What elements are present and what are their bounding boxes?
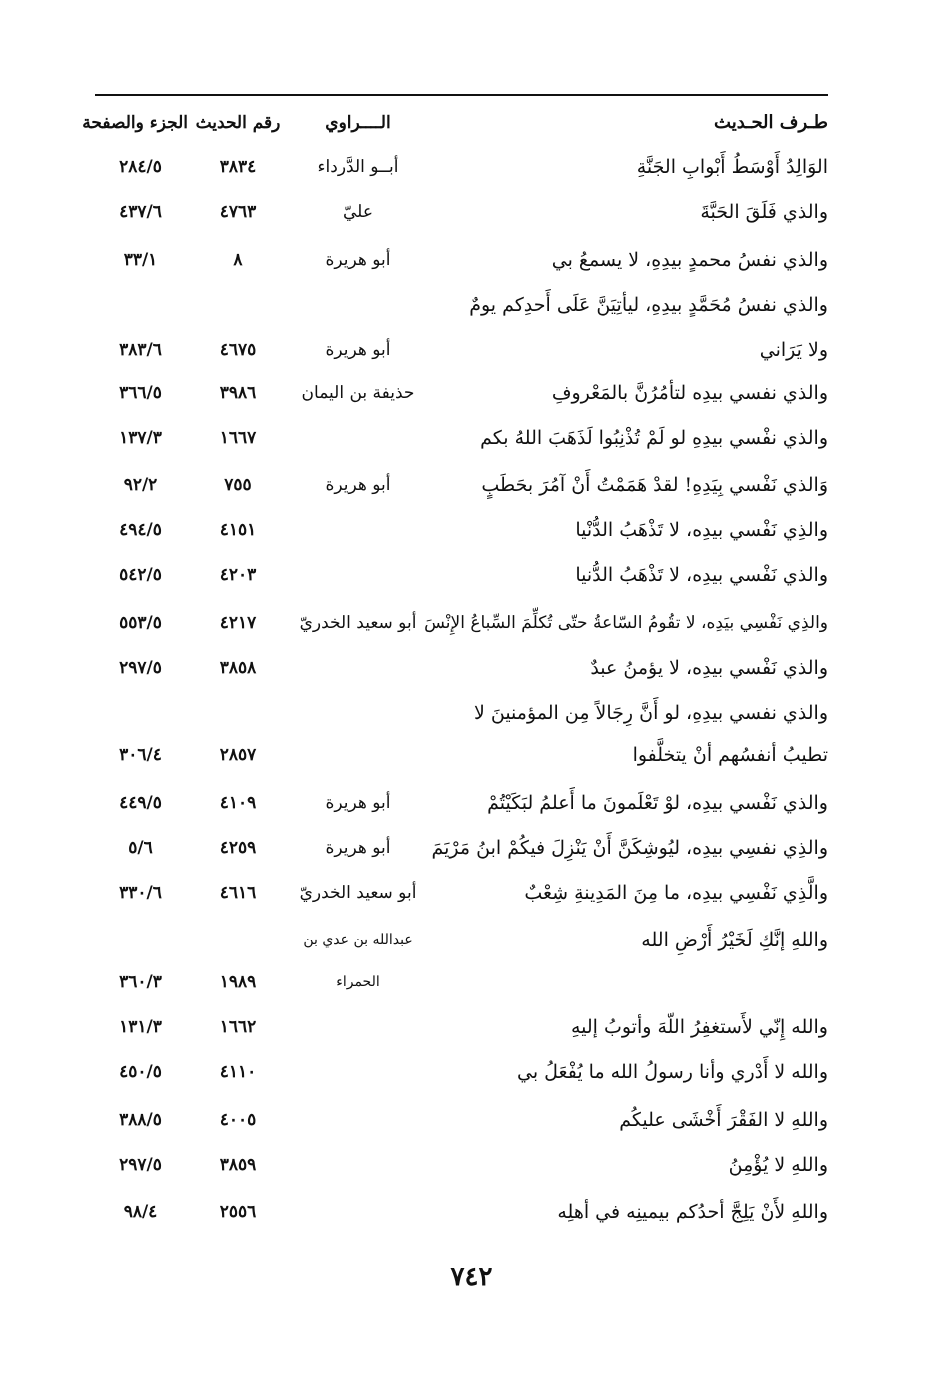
table-row <box>95 147 828 187</box>
hadith-number: ٤٢٠٣ <box>219 565 257 585</box>
hadith-text: واللهِ لا الفَقْرَ أَخْشَى عليكُم <box>619 1109 828 1131</box>
narrator-cell <box>283 1100 433 1140</box>
table-row <box>95 1100 828 1140</box>
narrator-cell: الحمراء <box>336 974 380 990</box>
narrator-cell <box>283 693 433 733</box>
volume-page-ref: ١٣٧/٣ <box>119 428 162 448</box>
hadith-number: ٣٩٨٦ <box>219 383 257 403</box>
header-number: رقم الحديث <box>195 113 281 133</box>
hadith-text: والذِي نَفْسِي بيَدِه، لا تقُومُ السّاعةُ حتّى تُكلِّمَ السِّباعُ الإِنْسَ <box>424 613 828 633</box>
table-row <box>95 555 828 595</box>
hadith-text: والذي نَفْسي بيدِه، لا تَذْهَبُ الدُّنيا <box>575 564 828 586</box>
table-row <box>95 962 828 1002</box>
hadith-number: ١٦٦٢ <box>219 1017 257 1037</box>
volume-page-ref: ٥٤٢/٥ <box>119 565 162 585</box>
hadith-text: واللهِ لا يُؤْمِنُ <box>728 1154 828 1176</box>
narrator-cell <box>283 555 433 595</box>
hadith-number: ٤٢٥٩ <box>219 838 257 858</box>
volume-page-ref: ٣٨٣/٦ <box>119 340 162 360</box>
table-row <box>95 285 828 325</box>
narrator-cell: أبو هريرة <box>325 340 391 360</box>
table-row <box>95 603 828 643</box>
hadith-text: والذي نفسُ مُحَمَّدٍ بيدِهِ، ليأتِيَنَّ عَلَى أَحدِكم يومٌ <box>469 294 828 316</box>
hadith-text: والذي نفْسي بيدِهِ لو لَمْ تُذْنِبُوا لَذَهَبَ اللهُ بكم <box>480 427 828 449</box>
volume-page-ref: ٣٠٦/٤ <box>119 745 162 765</box>
hadith-number: ٣٨٥٩ <box>219 1155 257 1175</box>
narrator-cell <box>283 1052 433 1092</box>
hadith-text <box>438 962 828 1002</box>
table-row <box>95 920 828 960</box>
narrator-cell: أبو هريرة <box>325 793 391 813</box>
narrator-cell <box>283 648 433 688</box>
hadith-number: ٧٥٥ <box>224 475 252 495</box>
hadith-text: وَالذي نَفْسي بِيَدِهِ! لقدْ هَمَمْتُ أَنْ آمُرَ بحَطَبٍ <box>481 474 828 496</box>
table-header <box>82 103 828 143</box>
table-row <box>95 465 828 505</box>
volume-page-ref: ٣٨٨/٥ <box>119 1110 162 1130</box>
table-row <box>95 510 828 550</box>
hadith-number <box>188 285 288 325</box>
hadith-text: والله لا أَدْري وأنا رسولُ الله ما يُفْعَلُ بي <box>517 1061 828 1083</box>
hadith-number: ٤٦٧٥ <box>219 340 257 360</box>
volume-page-ref <box>93 285 188 325</box>
volume-page-ref: ٢٩٧/٥ <box>119 1155 162 1175</box>
table-row <box>95 192 828 232</box>
narrator-cell: عبدالله بن عدي بن <box>303 932 413 948</box>
hadith-number: ٤٧٦٣ <box>219 202 257 222</box>
hadith-number: ٨ <box>233 250 243 270</box>
table-row <box>95 735 828 775</box>
hadith-text: والذي نَفْسي بيدِه، لا يؤمنُ عبدٌ <box>590 657 828 679</box>
narrator-cell: عليّ <box>343 202 373 222</box>
table-row <box>95 240 828 280</box>
volume-page-ref: ٥٥٣/٥ <box>119 613 162 633</box>
table-row <box>95 1192 828 1232</box>
table-row <box>95 828 828 868</box>
hadith-text: تطيبُ أنفسُهم أنْ يتخلَّفوا <box>632 744 828 766</box>
hadith-text: والذِي نَفْسي بيدِه، لا تَذْهَبُ الدُّنْيا <box>575 519 828 541</box>
table-row <box>95 330 828 370</box>
page-number: ٧٤٢ <box>450 1262 493 1292</box>
narrator-cell: أبو هريرة <box>325 250 391 270</box>
hadith-text: والله إِنّي لأَستغفِرُ اللّهَ وأتوبُ إليهِ <box>570 1016 828 1038</box>
volume-page-ref: ٥/٦ <box>128 838 153 858</box>
hadith-text: واللهِ إنَّكِ لَخَيْرُ أَرْضِ الله <box>641 929 828 951</box>
hadith-number: ٢٨٥٧ <box>219 745 257 765</box>
hadith-text: والَّذِي نَفْسِي بيدِه، ما مِنَ المَدِينةِ شِعْبٌ <box>524 882 828 904</box>
hadith-number <box>188 920 288 960</box>
volume-page-ref <box>93 693 188 733</box>
volume-page-ref: ٣٣/١ <box>123 250 158 270</box>
hadith-text: والذِي نفسِي بيدِه، ليُوشِكَنَّ أَنْ يَنْزِلَ فيكُمْ ابنُ مَرْيَمَ <box>431 837 828 859</box>
hadith-number <box>188 693 288 733</box>
hadith-number: ٤٢١٧ <box>219 613 257 633</box>
header-rule <box>95 94 828 96</box>
hadith-number: ٤٠٠٥ <box>219 1110 257 1130</box>
header-reference: الجزء والصفحة <box>82 113 188 133</box>
volume-page-ref: ٢٨٤/٥ <box>119 157 162 177</box>
narrator-cell <box>283 418 433 458</box>
hadith-number: ٤١٥١ <box>219 520 257 540</box>
narrator-cell: أبو سعيد الخدريّ <box>299 883 417 903</box>
volume-page-ref <box>93 920 188 960</box>
hadith-text: الوَالِدُ أَوْسَطُ أَبْوابِ الجَنَّةِ <box>636 156 828 178</box>
hadith-number: ٤١١٠ <box>219 1062 257 1082</box>
hadith-number: ١٦٦٧ <box>219 428 257 448</box>
hadith-number: ١٩٨٩ <box>219 972 257 992</box>
narrator-cell: أبو هريرة <box>325 838 391 858</box>
hadith-number: ٣٨٣٤ <box>219 157 257 177</box>
table-row <box>95 783 828 823</box>
hadith-text: والذي نفسُ محمدٍ بيدِهِ، لا يسمعُ بي <box>551 249 828 271</box>
hadith-number: ٤٦١٦ <box>219 883 257 903</box>
table-row <box>95 418 828 458</box>
narrator-cell: أبو هريرة <box>325 475 391 495</box>
volume-page-ref: ٩٨/٤ <box>123 1202 158 1222</box>
table-row <box>95 373 828 413</box>
table-row <box>95 693 828 733</box>
volume-page-ref: ٣٣٠/٦ <box>119 883 162 903</box>
narrator-cell: أبــو الدَّرداء <box>317 157 399 177</box>
narrator-cell <box>283 1145 433 1185</box>
volume-page-ref: ٢٩٧/٥ <box>119 658 162 678</box>
hadith-text: والذي نفسي بيدِه لتأمُرُنَّ بالمَعْروفِ <box>551 382 828 404</box>
volume-page-ref: ٤٩٤/٥ <box>119 520 162 540</box>
header-hadith: طـرف الحـديث <box>714 112 828 133</box>
volume-page-ref: ٣٦٠/٣ <box>119 972 162 992</box>
hadith-number: ٣٨٥٨ <box>219 658 257 678</box>
hadith-number: ٢٥٥٦ <box>219 1202 257 1222</box>
narrator-cell <box>283 510 433 550</box>
header-narrator: الــــراوي <box>325 113 391 133</box>
narrator-cell <box>283 1192 433 1232</box>
hadith-text: واللهِ لأَنْ يَلِجَّ أحدُكم بيمينِه في أهلِه <box>557 1201 828 1223</box>
narrator-cell: حذيفة بن اليمان <box>301 383 415 403</box>
table-row <box>95 873 828 913</box>
table-row <box>95 648 828 688</box>
narrator-cell <box>283 735 433 775</box>
volume-page-ref: ٤٤٩/٥ <box>119 793 162 813</box>
hadith-number: ٤١٠٩ <box>219 793 257 813</box>
narrator-cell: أبو سعيد الخدريّ <box>299 613 417 633</box>
volume-page-ref: ٩٢/٢ <box>123 475 158 495</box>
volume-page-ref: ٣٦٦/٥ <box>119 383 162 403</box>
table-row <box>95 1145 828 1185</box>
hadith-text: والذي فَلَقَ الحَبَّةَ <box>700 201 828 223</box>
hadith-text: والذي نَفْسي بيدِه، لوْ تَعْلَمونَ ما أَعلمُ لبَكَيْتُمْ <box>487 792 828 814</box>
narrator-cell <box>283 1007 433 1047</box>
narrator-cell <box>283 285 433 325</box>
hadith-text: ولا يَرَاني <box>759 339 828 361</box>
volume-page-ref: ٤٣٧/٦ <box>119 202 162 222</box>
volume-page-ref: ١٣١/٣ <box>119 1017 162 1037</box>
table-row <box>95 1052 828 1092</box>
hadith-text: والذي نفسي بيدِهِ، لو أَنَّ رِجَالاً مِن المؤمنينَ لا <box>473 702 828 724</box>
volume-page-ref: ٤٥٠/٥ <box>119 1062 162 1082</box>
table-row <box>95 1007 828 1047</box>
